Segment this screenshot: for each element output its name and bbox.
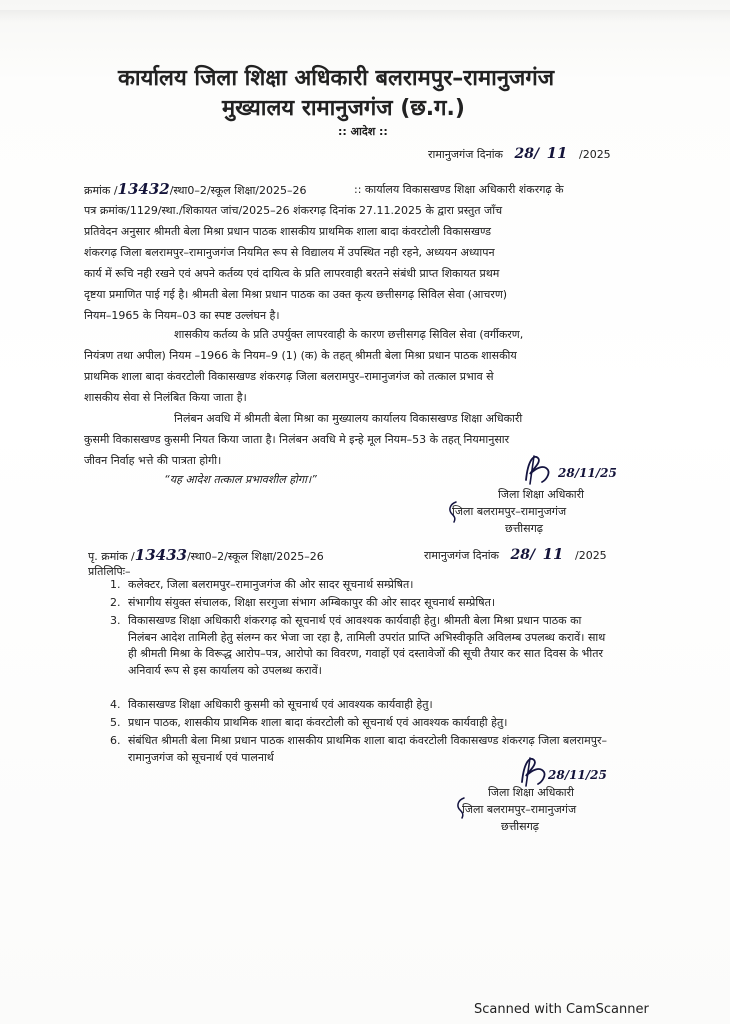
paragraph-1: [84, 200, 644, 326]
signatory-state-2: छत्तीसगढ़: [501, 820, 539, 833]
initial-mark-2: [454, 796, 468, 818]
date2-year: /2025: [574, 549, 607, 562]
list-text: विकासखण्ड शिक्षा अधिकारी कुसमी को सूचनार्थ एवं आवश्यक कार्यवाही हेतु।: [128, 698, 433, 711]
order-heading: :: आदेश ::: [338, 125, 388, 138]
scanner-watermark: Scanned with CamScanner: [474, 1002, 649, 1017]
list-text: विकासखण्ड शिक्षा अधिकारी शंकरगढ़ को सूचनार्थ एवं आवश्यक कार्यवाही हेतु। श्रीमती बेला मिश्रा प्रधान पाठक का निलंबन आदेश तामिली हेतु संलग्न कर भेजा जा रहा है, तामिली उपरांत प्राप्ति अभिस्वीकृति अविलम्ब उपलब्ध करावें। साथ ही श्रीमती मिश्रा के विरूद्ध आरोप–पत्र, आरोपो का विवरण, गवाहों एवं दस्तावेजों की सूची तैयार कर सात दिवस के भीतर अनिवार्य रूप से इस कार्यालय को उपलब्ध करावें।: [128, 614, 606, 677]
signature-date-1: 28/11/25: [558, 466, 617, 480]
text-line: कुसमी विकासखण्ड कुसमी नियत किया जाता है। निलंबन अवधि मे इन्हे मूल नियम–53 के तहत् नियमानुसार: [84, 433, 510, 446]
paragraph-3: [84, 408, 644, 471]
ref-prefix: क्रमांक /: [84, 184, 118, 197]
handwritten-ref2-number: 13433: [134, 546, 187, 564]
list-text: कलेक्टर, जिला बलरामपुर–रामानुजगंज की ओर सादर सूचनार्थ सम्प्रेषित।: [128, 578, 414, 591]
signatory-district: जिला बलरामपुर–रामानुजगंज: [452, 505, 567, 518]
text-line: शासकीय सेवा से निलंबित किया जाता है।: [84, 391, 247, 404]
handwritten-day-2: 28/: [510, 547, 536, 563]
text-line: नियम–1965 के नियम–03 का स्पष्ट उल्लंघन है।: [84, 309, 280, 322]
handwritten-month: 11: [546, 144, 568, 162]
para1-lead: :: कार्यालय विकासखण्ड शिक्षा अधिकारी शंकरगढ़ के: [354, 183, 564, 196]
text-line: कार्य में रूचि नही रखने एवं अपने कर्तव्य एवं दायित्व के प्रति लापरवाही बरतने संबंधी प्राप्त शिकायत प्रथम: [84, 267, 500, 280]
ref-suffix: /स्था0–2/स्कूल शिक्षा/2025–26: [169, 184, 307, 197]
signatory-title: जिला शिक्षा अधिकारी: [497, 488, 585, 501]
signature-scribble-1: [520, 450, 560, 490]
list-text: संभागीय संयुक्त संचालक, शिक्षा सरगुजा संभाग अम्बिकापुर की ओर सादर सूचनार्थ सम्प्रेषित।: [128, 596, 496, 609]
endorsement-reference: [88, 546, 324, 564]
office-subtitle: मुख्यालय रामानुजगंज (छ.ग.): [222, 96, 465, 121]
text-line: शासकीय कर्तव्य के प्रति उपर्युक्त लापरवाही के कारण छत्तीसगढ़ सिविल सेवा (वर्गीकरण,: [174, 328, 524, 341]
list-number: 3.: [110, 614, 121, 627]
signature-date-2: 28/11/25: [548, 768, 607, 782]
text-line: शंकरगढ़ जिला बलरामपुर–रामानुजगंज नियमित रूप से विद्यालय में उपस्थित नही रहने, अध्ययन अध्यापन: [84, 246, 495, 259]
initial-mark-1: [446, 500, 460, 522]
order-reference: [84, 180, 307, 198]
ref2-prefix: पृ. क्रमांक /: [88, 550, 135, 563]
signatory-block-1: [476, 486, 606, 503]
text-line: प्रतिवेदन अनुसार श्रीमती बेला मिश्रा प्रधान पाठक शासकीय प्राथमिक शाला बादा कंवरटोली विकासखण्ड: [84, 225, 492, 238]
order-date: [428, 144, 611, 162]
text-line: प्राथमिक शाला बादा कंवरटोली विकासखण्ड शंकरगढ़ जिला बलरामपुर–रामानुजगंज को तत्काल प्रभाव से: [84, 370, 494, 383]
date2-prefix: रामानुजगंज दिनांक: [424, 549, 499, 562]
text-line: पत्र क्रमांक/1129/स्था./शिकायत जांच/2025–26 शंकरगढ़ दिनांक 27.11.2025 के द्वारा प्रस्तुत जाँच: [84, 204, 503, 217]
list-text: प्रधान पाठक, शासकीय प्राथमिक शाला बादा कंवरटोली को सूचनार्थ एवं आवश्यक कार्यवाही हेतु।: [128, 716, 508, 729]
ref2-suffix: /स्था0–2/स्कूल शिक्षा/2025–26: [186, 550, 324, 563]
text-line: जीवन निर्वाह भत्ते की पात्रता होगी।: [84, 454, 222, 467]
copy-to-label: प्रतिलिपिः–: [88, 565, 131, 578]
handwritten-month-2: 11: [542, 545, 564, 563]
list-number: 5.: [110, 716, 121, 729]
endorsement-date: [424, 545, 607, 563]
signatory-title-2: जिला शिक्षा अधिकारी: [487, 786, 575, 799]
date-year: /2025: [578, 148, 611, 161]
signatory-district-2: जिला बलरामपुर–रामानुजगंज: [462, 803, 577, 816]
signatory-block-2: [466, 784, 596, 801]
signatory-state: छत्तीसगढ़: [505, 522, 543, 535]
text-line: निलंबन अवधि में श्रीमती बेला मिश्रा का मुख्यालय कार्यालय विकासखण्ड शिक्षा अधिकारी: [174, 412, 523, 425]
list-number: 6.: [110, 734, 121, 747]
list-number: 1.: [110, 578, 121, 591]
text-line: दृष्टया प्रमाणित पाई गई है। श्रीमती बेला मिश्रा प्रधान पाठक का उक्त कृत्य छत्तीसगढ़ सिविल सेवा (आचरण): [84, 288, 508, 301]
handwritten-day: 28/: [514, 146, 540, 162]
handwritten-ref-number: 13432: [117, 180, 170, 198]
scan-fold-shadow: [0, 10, 730, 22]
list-number: 4.: [110, 698, 121, 711]
effective-statement: “यह आदेश तत्काल प्रभावशील होगा।”: [164, 473, 317, 486]
text-line: नियंत्रण तथा अपील) नियम –1966 के नियम–9 (1) (क) के तहत् श्रीमती बेला मिश्रा प्रधान पाठक शासकीय: [84, 349, 517, 362]
list-text: संबंधित श्रीमती बेला मिश्रा प्रधान पाठक शासकीय प्राथमिक शाला बादा कंवरटोली विकासखण्ड शंकरगढ़ जिला बलरामपुर–रामानुजगंज को सूचनार्थ एवं पालनार्थ: [128, 734, 607, 764]
office-title: कार्यालय जिला शिक्षा अधिकारी बलरामपुर–रामानुजगंज: [118, 66, 555, 91]
date-prefix: रामानुजगंज दिनांक: [428, 148, 503, 161]
list-number: 2.: [110, 596, 121, 609]
paragraph-2: [84, 324, 644, 408]
